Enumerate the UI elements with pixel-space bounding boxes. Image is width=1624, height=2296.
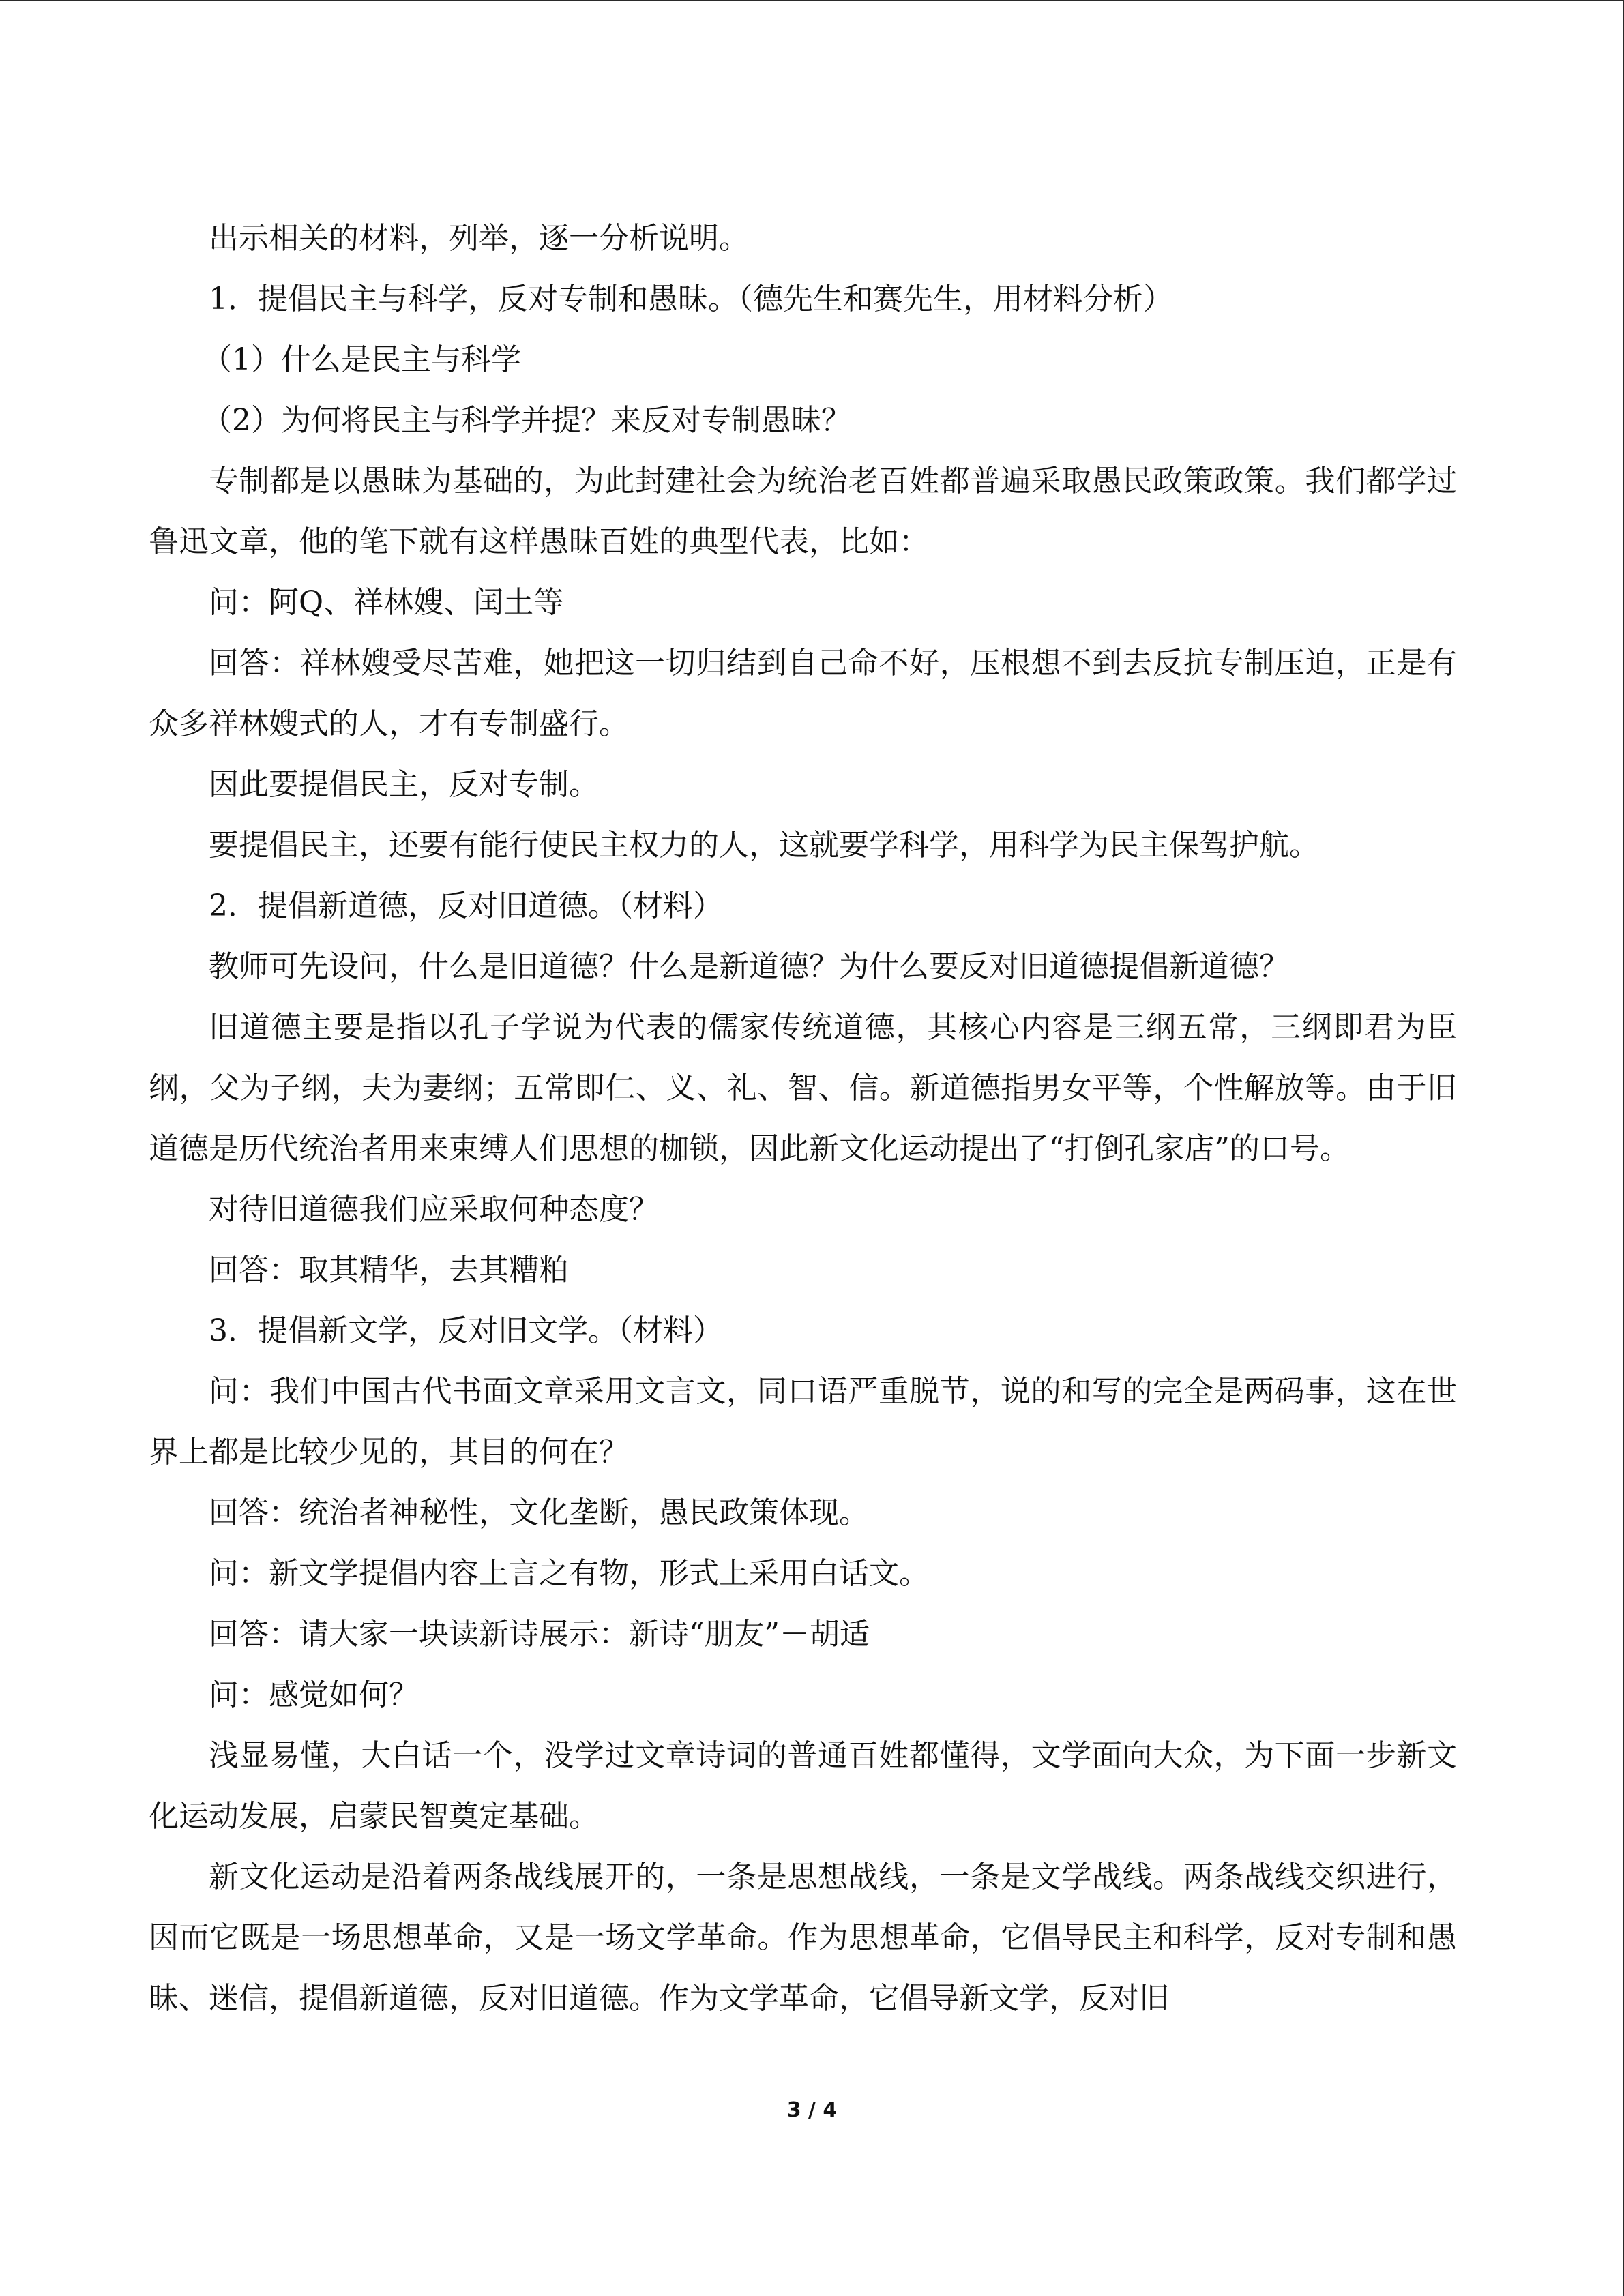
paragraph-question-feeling: 问：感觉如何？	[209, 1678, 419, 1712]
paragraph-answer-poem: 回答：请大家一块读新诗展示：新诗“朋友”－胡适	[209, 1617, 870, 1652]
paragraph-autocracy-ignorance: 专制都是以愚昧为基础的，为此封建社会为统治老百姓都普遍采取愚民政策政策。我们都学过鲁迅文章，他的笔下就有这样愚昧百姓的典型代表，比如：	[149, 464, 1457, 559]
paragraph-learn-science: 要提倡民主，还要有能行使民主权力的人，这就要学科学，用科学为民主保驾护航。	[209, 828, 1319, 863]
paragraph-answer-monopoly: 回答：统治者神秘性，文化垄断，愚民政策体现。	[209, 1495, 869, 1530]
page-number: 3 / 4	[786, 2098, 838, 2122]
subheading-why-together: （2）为何将民主与科学并提？来反对专制愚昧？	[202, 403, 851, 438]
paragraph-teacher-question: 教师可先设问，什么是旧道德？什么是新道德？为什么要反对旧道德提倡新道德？	[209, 949, 1289, 984]
document-body	[149, 208, 1457, 2029]
paragraph-attitude-question: 对待旧道德我们应采取何种态度？	[209, 1192, 659, 1227]
paragraph-question-examples: 问：阿Q、祥林嫂、闰土等	[209, 585, 564, 620]
paragraph-easy-understand: 浅显易懂，大白话一个，没学过文章诗词的普通百姓都懂得，文学面向大众，为下面一步新文化运动发展，启蒙民智奠定基础。	[149, 1738, 1457, 1834]
page-border-top	[0, 0, 1624, 1]
heading-democracy-science: 1．提倡民主与科学，反对专制和愚昧。（德先生和赛先生，用材料分析）	[209, 282, 1173, 316]
paragraph-question-classical: 问：我们中国古代书面文章采用文言文，同口语严重脱节，说的和写的完全是两码事，这在世界上都是比较少见的，其目的何在？	[149, 1374, 1457, 1470]
paragraph-answer-essence: 回答：取其精华，去其糟粕	[209, 1253, 569, 1287]
paragraph-answer-xianglinsao: 回答：祥林嫂受尽苦难，她把这一切归结到自己命不好，压根想不到去反抗专制压迫，正是有众多祥林嫂式的人，才有专制盛行。	[149, 646, 1457, 741]
subheading-what-is-democracy: （1）什么是民主与科学	[202, 342, 521, 377]
paragraph-old-morality: 旧道德主要是指以孔子学说为代表的儒家传统道德，其核心内容是三纲五常，三纲即君为臣纲，父为子纲，夫为妻纲；五常即仁、义、礼、智、信。新道德指男女平等，个性解放等。由于旧道德是历代统治者用来束缚人们思想的枷锁，因此新文化运动提出了“打倒孔家店”的口号。	[149, 1010, 1457, 1166]
paragraph-promote-democracy: 因此要提倡民主，反对专制。	[209, 767, 599, 802]
heading-new-literature: 3．提倡新文学，反对旧文学。（材料）	[209, 1313, 723, 1348]
paragraph-intro: 出示相关的材料，列举，逐一分析说明。	[209, 221, 749, 256]
heading-new-morality: 2．提倡新道德，反对旧道德。（材料）	[209, 889, 723, 923]
paragraph-question-vernacular: 问：新文学提倡内容上言之有物，形式上采用白话文。	[209, 1556, 929, 1591]
paragraph-two-fronts: 新文化运动是沿着两条战线展开的，一条是思想战线，一条是文学战线。两条战线交织进行，因而它既是一场思想革命，又是一场文学革命。作为思想革命，它倡导民主和科学，反对专制和愚昧、迷信，提倡新道德，反对旧道德。作为文学革命，它倡导新文学，反对旧	[149, 1860, 1457, 2016]
